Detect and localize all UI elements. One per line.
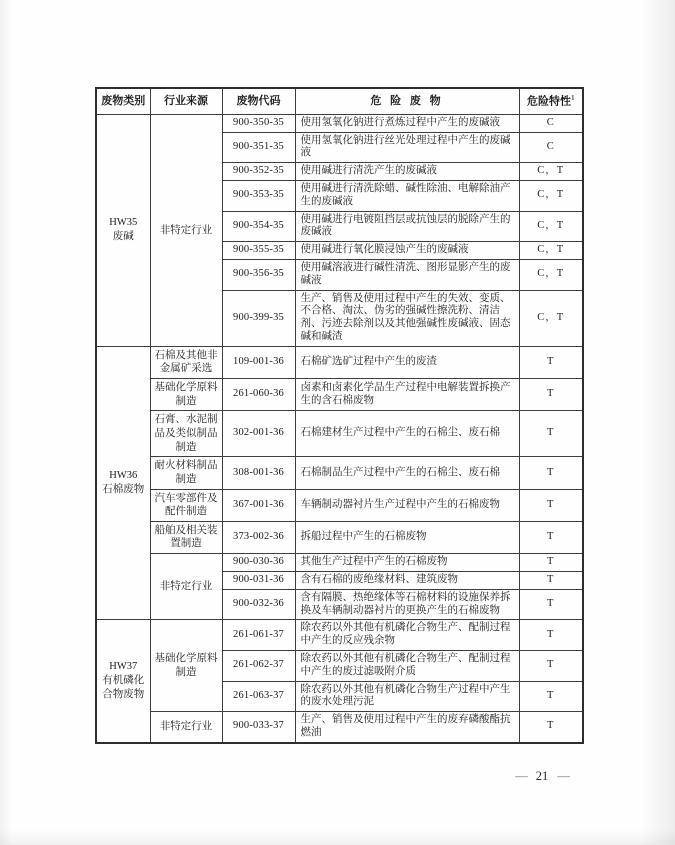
waste-desc-cell: 使用碱进行清洗产生的废碱液 — [295, 163, 519, 181]
category-code: HW36 — [109, 469, 138, 481]
code-cell: 900-352-35 — [222, 163, 295, 181]
industry-cell: 非特定行业 — [150, 712, 222, 743]
trait-cell: C，T — [519, 181, 583, 212]
trait-cell: T — [519, 379, 583, 411]
waste-desc-cell: 石棉建材生产过程中产生的石棉尘、废石棉 — [295, 411, 519, 457]
industry-cell: 耐火材料制品制造 — [150, 457, 222, 489]
trait-cell: T — [519, 712, 583, 743]
category-name: 废碱 — [112, 231, 134, 243]
trait-cell: T — [519, 650, 583, 681]
trait-cell: T — [519, 457, 583, 489]
footer-right-dash: — — [557, 769, 569, 783]
waste-desc-cell: 使用碱溶液进行碱性清洗、图形显影产生的废碱液 — [295, 260, 519, 291]
code-cell: 261-062-37 — [222, 650, 295, 681]
table-row — [96, 620, 583, 651]
waste-desc-cell: 使用氢氧化钠进行丝光处理过程中产生的废碱液 — [295, 132, 519, 163]
code-cell: 900-356-35 — [222, 260, 295, 291]
code-cell: 900-032-36 — [222, 589, 295, 620]
code-cell: 900-353-35 — [222, 181, 295, 212]
industry-cell: 非特定行业 — [150, 114, 222, 346]
code-cell: 302-001-36 — [222, 411, 295, 457]
waste-desc-cell: 生产、销售及使用过程中产生的废弃磷酸酯抗燃油 — [295, 712, 519, 743]
table-row — [96, 457, 583, 489]
category-cell — [96, 620, 150, 743]
industry-cell: 基础化学原料制造 — [150, 379, 222, 411]
code-cell: 900-354-35 — [222, 211, 295, 242]
code-cell: 900-355-35 — [222, 242, 295, 260]
hazardous-waste-table — [95, 87, 584, 744]
trait-cell: C — [519, 114, 583, 132]
table-row — [96, 114, 583, 132]
trait-cell: T — [519, 571, 583, 589]
code-cell: 900-399-35 — [222, 290, 295, 346]
waste-desc-cell: 使用碱进行电镀阻挡层或抗蚀层的脱除产生的废碱液 — [295, 211, 519, 242]
category-code: HW35 — [109, 217, 138, 229]
category-name: 石棉废物 — [102, 484, 145, 496]
trait-cell: C，T — [519, 242, 583, 260]
code-cell: 900-030-36 — [222, 554, 295, 572]
industry-cell: 石膏、水泥制品及类似制品制造 — [150, 411, 222, 457]
waste-desc-cell: 卤素和卤素化学品生产过程中电解装置拆换产生的含石棉废物 — [295, 379, 519, 411]
trait-cell: T — [519, 620, 583, 651]
waste-desc-cell: 石棉矿选矿过程中产生的废渣 — [295, 346, 519, 378]
table-row — [96, 554, 583, 572]
scan-edge-bottom — [0, 829, 675, 845]
footnote-marker: 1 — [571, 94, 575, 102]
trait-cell: T — [519, 554, 583, 572]
waste-desc-cell: 拆船过程中产生的石棉废物 — [295, 521, 519, 553]
code-cell: 367-001-36 — [222, 489, 295, 521]
trait-cell: T — [519, 411, 583, 457]
waste-desc-cell: 除农药以外其他有机磷化合物生产、配制过程中产生的反应残余物 — [295, 620, 519, 651]
category-name: 有机磷化合物废物 — [102, 674, 145, 701]
category-cell — [96, 114, 150, 346]
waste-desc-cell: 使用氢氧化钠进行煮炼过程中产生的废碱液 — [295, 114, 519, 132]
trait-cell: C，T — [519, 211, 583, 242]
trait-cell: T — [519, 521, 583, 553]
industry-cell: 基础化学原料制造 — [150, 620, 222, 712]
trait-cell: C，T — [519, 260, 583, 291]
header-hazardous-waste: 危 险 废 物 — [295, 88, 519, 114]
industry-cell: 汽车零部件及配件制造 — [150, 489, 222, 521]
footer-page-number: 21 — [535, 769, 549, 783]
waste-desc-cell: 石棉制品生产过程中产生的石棉尘、废石棉 — [295, 457, 519, 489]
code-cell: 308-001-36 — [222, 457, 295, 489]
code-cell: 900-350-35 — [222, 114, 295, 132]
trait-cell: T — [519, 589, 583, 620]
table-row — [96, 489, 583, 521]
code-cell: 900-351-35 — [222, 132, 295, 163]
industry-cell: 船舶及相关装置制造 — [150, 521, 222, 553]
waste-desc-cell: 含有隔膜、热绝缘体等石棉材料的设施保养拆换及车辆制动器衬片的更换产生的石棉废物 — [295, 589, 519, 620]
code-cell: 373-002-36 — [222, 521, 295, 553]
table-row — [96, 521, 583, 553]
table-header-row — [96, 88, 583, 114]
trait-cell: T — [519, 346, 583, 378]
header-waste-code: 废物代码 — [222, 88, 295, 114]
waste-desc-cell: 使用碱进行清洗除蜡、碱性除油、电解除油产生的废碱液 — [295, 181, 519, 212]
waste-desc-cell: 生产、销售及使用过程中产生的失效、变质、不合格、淘汰、伪劣的强碱性擦洗粉、清洁剂、污迹去除剂以及其他强碱性废碱液、固态碱和碱渣 — [295, 290, 519, 346]
waste-desc-cell: 除农药以外其他有机磷化合物生产过程中产生的废水处理污泥 — [295, 681, 519, 712]
page-number — [492, 769, 592, 784]
header-industry-source: 行业来源 — [150, 88, 222, 114]
industry-cell: 石棉及其他非金属矿采选 — [150, 346, 222, 378]
scan-edge-left — [0, 0, 12, 845]
waste-desc-cell: 其他生产过程中产生的石棉废物 — [295, 554, 519, 572]
table-row — [96, 712, 583, 743]
scan-edge-right — [641, 0, 675, 845]
table-row — [96, 411, 583, 457]
trait-cell: C — [519, 132, 583, 163]
table-row — [96, 379, 583, 411]
waste-desc-cell: 使用碱进行氧化膜浸蚀产生的废碱液 — [295, 242, 519, 260]
category-code: HW37 — [109, 660, 138, 672]
category-cell — [96, 346, 150, 620]
table-body — [96, 114, 583, 742]
trait-cell: T — [519, 681, 583, 712]
waste-desc-cell: 含有石棉的废绝缘材料、建筑废物 — [295, 571, 519, 589]
waste-desc-cell: 除农药以外其他有机磷化合物生产、配制过程中产生的废过滤吸附介质 — [295, 650, 519, 681]
trait-cell: C，T — [519, 163, 583, 181]
header-hazard-trait — [519, 88, 583, 114]
header-waste-category: 废物类别 — [96, 88, 150, 114]
code-cell: 261-063-37 — [222, 681, 295, 712]
trait-cell: C，T — [519, 290, 583, 346]
industry-cell: 非特定行业 — [150, 554, 222, 620]
code-cell: 900-033-37 — [222, 712, 295, 743]
waste-desc-cell: 车辆制动器衬片生产过程中产生的石棉废物 — [295, 489, 519, 521]
code-cell: 109-001-36 — [222, 346, 295, 378]
header-hazard-trait-label: 危险特性 — [527, 95, 571, 108]
trait-cell: T — [519, 489, 583, 521]
code-cell: 900-031-36 — [222, 571, 295, 589]
table-row — [96, 346, 583, 378]
code-cell: 261-060-36 — [222, 379, 295, 411]
code-cell: 261-061-37 — [222, 620, 295, 651]
footer-left-dash: — — [515, 769, 527, 783]
